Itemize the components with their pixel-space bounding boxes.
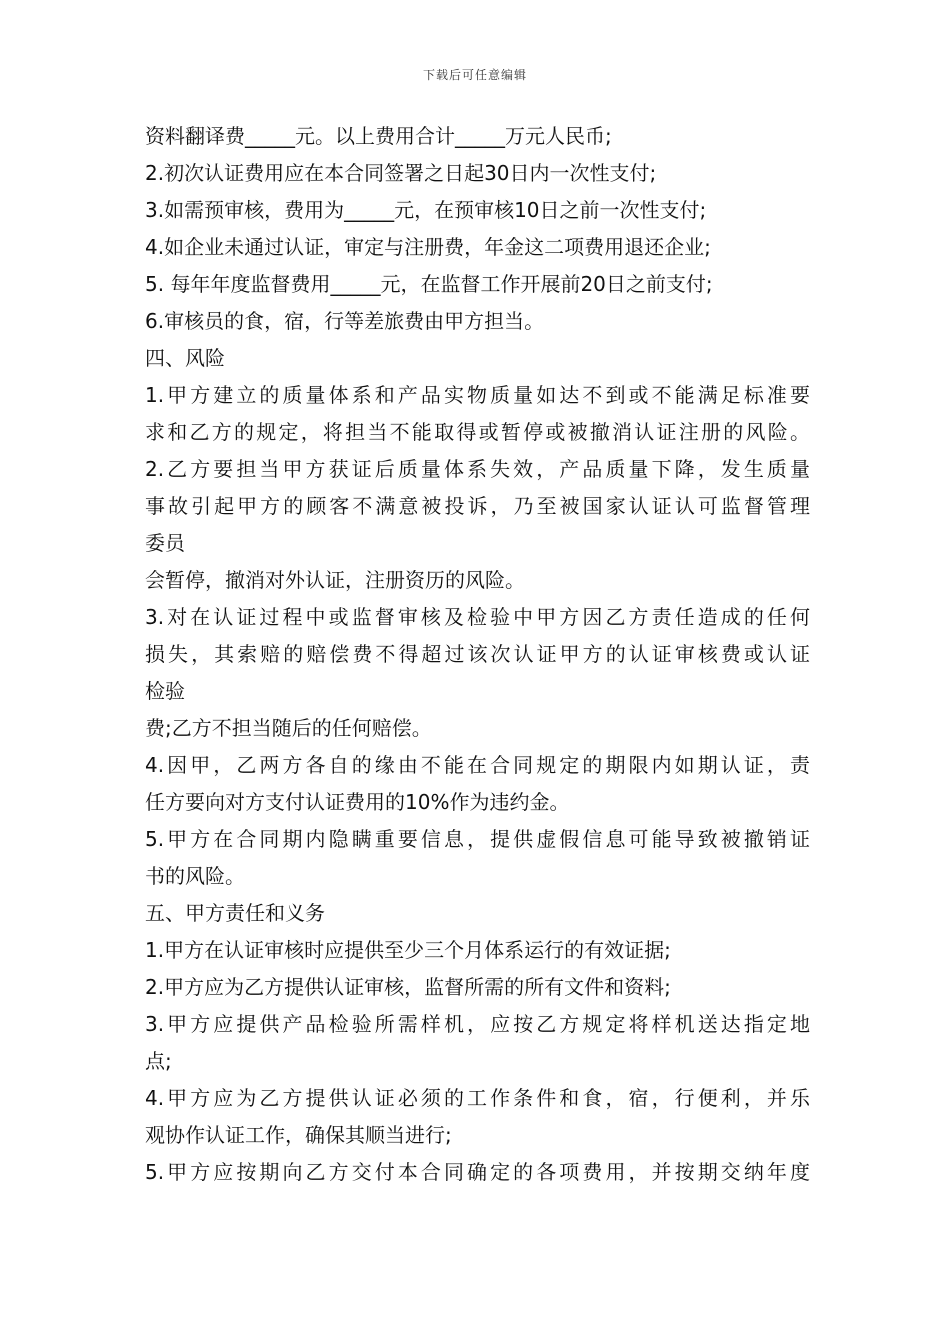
text-line: 5.甲方应按期向乙方交付本合同确定的各项费用，并按期交纳年度 bbox=[145, 1160, 810, 1184]
text-line: 2.甲方应为乙方提供认证审核，监督所需的所有文件和资料; bbox=[145, 975, 671, 999]
text-line: 1.甲方建立的质量体系和产品实物质量如达不到或不能满足标准要 bbox=[145, 383, 810, 407]
text-line: 3.如需预审核，费用为_____元，在预审核10日之前一次性支付; bbox=[145, 198, 707, 222]
text-line: 6.审核员的食，宿，行等差旅费由甲方担当。 bbox=[145, 309, 545, 333]
text-line: 3.对在认证过程中或监督审核及检验中甲方因乙方责任造成的任何 bbox=[145, 605, 810, 629]
text-line: 1.甲方在认证审核时应提供至少三个月体系运行的有效证据; bbox=[145, 938, 671, 962]
contract-body bbox=[145, 118, 810, 1191]
text-line: 2.初次认证费用应在本合同签署之日起30日内一次性支付; bbox=[145, 161, 657, 185]
text-line: 费;乙方不担当随后的任何赔偿。 bbox=[145, 716, 432, 740]
text-line: 3.甲方应提供产品检验所需样机，应按乙方规定将样机送达指定地 bbox=[145, 1012, 810, 1036]
text-line: 事故引起甲方的顾客不满意被投诉，乃至被国家认证认可监督管理 bbox=[145, 494, 810, 518]
text-line: 会暂停，撤消对外认证，注册资历的风险。 bbox=[145, 568, 525, 592]
text-line: 点; bbox=[145, 1049, 172, 1073]
text-line: 求和乙方的规定，将担当不能取得或暂停或被撤消认证注册的风险。 bbox=[145, 420, 810, 444]
text-line: 资料翻译费_____元。以上费用合计_____万元人民币; bbox=[145, 124, 612, 148]
text-line: 观协作认证工作，确保其顺当进行; bbox=[145, 1123, 452, 1147]
text-line: 五、甲方责任和义务 bbox=[145, 901, 325, 925]
text-line: 5. 每年年度监督费用_____元，在监督工作开展前20日之前支付; bbox=[145, 272, 713, 296]
text-line: 委员 bbox=[145, 531, 185, 555]
text-line: 书的风险。 bbox=[145, 864, 245, 888]
text-line: 2.乙方要担当甲方获证后质量体系失效，产品质量下降，发生质量 bbox=[145, 457, 810, 481]
text-line: 5.甲方在合同期内隐瞒重要信息，提供虚假信息可能导致被撤销证 bbox=[145, 827, 810, 851]
text-line: 4.甲方应为乙方提供认证必须的工作条件和食，宿，行便利，并乐 bbox=[145, 1086, 810, 1110]
header-note: 下载后可任意编辑 bbox=[422, 68, 527, 82]
text-line: 4.因甲，乙两方各自的缘由不能在合同规定的期限内如期认证，责 bbox=[145, 753, 810, 777]
text-line: 四、风险 bbox=[145, 346, 225, 370]
text-line: 任方要向对方支付认证费用的10%作为违约金。 bbox=[145, 790, 570, 814]
text-line: 4.如企业未通过认证，审定与注册费，年金这二项费用退还企业; bbox=[145, 235, 711, 259]
text-line: 损失，其索赔的赔偿费不得超过该次认证甲方的认证审核费或认证 bbox=[145, 642, 810, 666]
text-line: 检验 bbox=[145, 679, 185, 703]
